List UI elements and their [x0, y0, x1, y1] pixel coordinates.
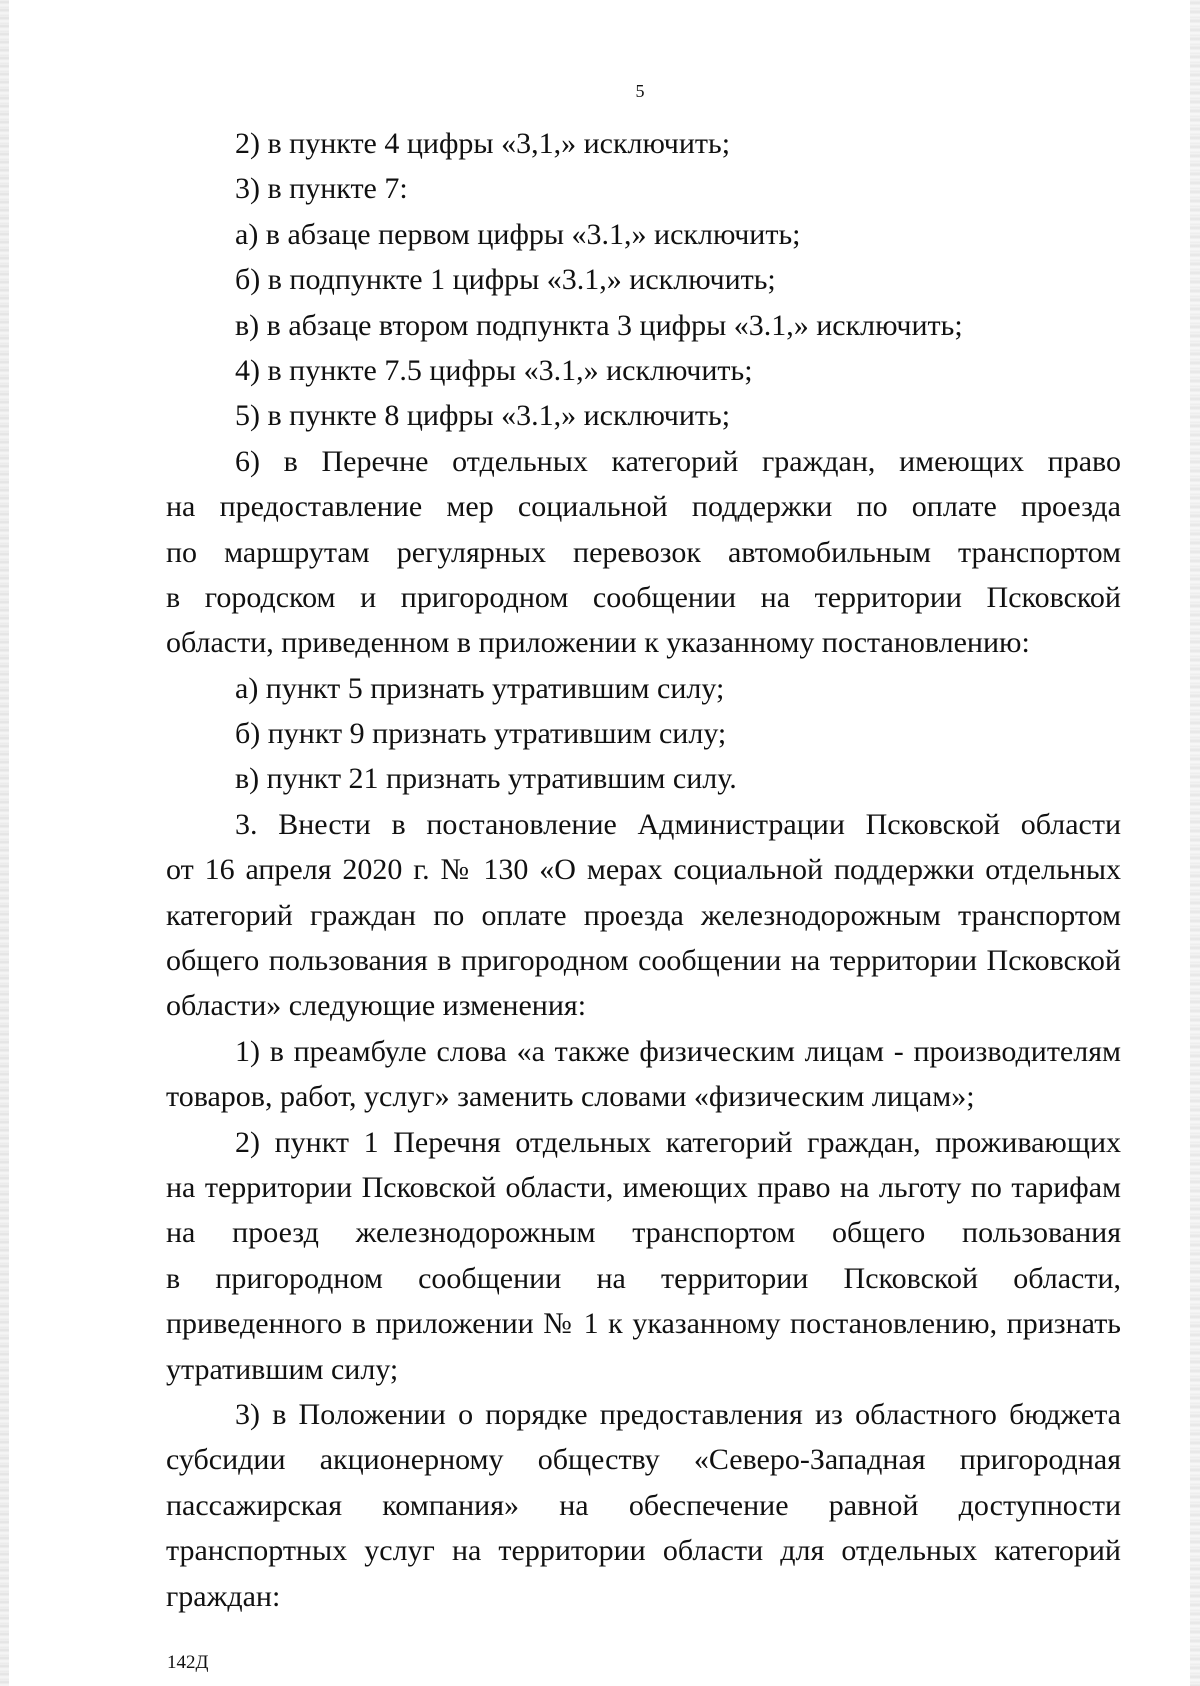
- text-line: товаров, работ, услуг» заменить словами «физическим лицам»;: [166, 1080, 975, 1114]
- text-line: от 16 апреля 2020 г. № 130 «О мерах социальной поддержки отдельных: [166, 853, 1121, 887]
- text-line: а) пункт 5 признать утратившим силу;: [235, 671, 725, 705]
- scan-right-edge: [1190, 0, 1200, 1686]
- text-line: области, приведенном в приложении к указанному постановлению:: [166, 626, 1030, 660]
- text-line: на предоставление мер социальной поддержки по оплате проезда: [166, 490, 1121, 524]
- text-line: граждан:: [166, 1579, 281, 1613]
- text-line: 2) пункт 1 Перечня отдельных категорий граждан, проживающих: [235, 1125, 1121, 1159]
- text-line: б) пункт 9 признать утратившим силу;: [235, 717, 727, 751]
- text-line: по маршрутам регулярных перевозок автомобильным транспортом: [166, 535, 1121, 569]
- page-number: 5: [635, 81, 645, 101]
- scan-left-edge: [0, 0, 9, 1686]
- text-line: в) в абзаце втором подпункта 3 цифры «3.1,» исключить;: [235, 308, 963, 342]
- text-line: 6) в Перечне отдельных категорий граждан, имеющих право: [235, 444, 1121, 478]
- text-line: области» следующие изменения:: [166, 989, 587, 1023]
- text-line: утратившим силу;: [166, 1352, 399, 1386]
- text-line: 3. Внести в постановление Администрации Псковской области: [235, 807, 1121, 841]
- text-line: 4) в пункте 7.5 цифры «3.1,» исключить;: [235, 353, 753, 387]
- text-line: б) в подпункте 1 цифры «3.1,» исключить;: [235, 263, 776, 297]
- text-line: 2) в пункте 4 цифры «3,1,» исключить;: [235, 127, 731, 160]
- text-line: а) в абзаце первом цифры «3.1,» исключить;: [235, 217, 801, 251]
- document-text: [166, 121, 1121, 1619]
- text-line: 3) в пункте 7:: [235, 172, 408, 206]
- text-line: пассажирская компания» на обеспечение равной доступности: [166, 1488, 1121, 1522]
- text-line: в пригородном сообщении на территории Псковской области,: [166, 1261, 1121, 1295]
- text-line: субсидии акционерному обществу «Северо-Западная пригородная: [166, 1443, 1121, 1477]
- text-line: в городском и пригородном сообщении на территории Псковской: [166, 580, 1121, 614]
- text-line: 3) в Положении о порядке предоставления из областного бюджета: [235, 1397, 1121, 1431]
- text-line: на проезд железнодорожным транспортом общего пользования: [166, 1216, 1121, 1250]
- text-line: на территории Псковской области, имеющих право на льготу по тарифам: [166, 1170, 1121, 1204]
- text-line: 5) в пункте 8 цифры «3.1,» исключить;: [235, 399, 731, 433]
- text-line: в) пункт 21 признать утратившим силу.: [235, 762, 737, 796]
- document-code: 142Д: [167, 1652, 209, 1673]
- text-line: общего пользования в пригородном сообщении на территории Псковской: [166, 944, 1121, 978]
- text-line: 1) в преамбуле слова «а также физическим лицам - производителям: [235, 1034, 1121, 1068]
- text-line: приведенного в приложении № 1 к указанному постановлению, признать: [166, 1307, 1121, 1341]
- text-line: транспортных услуг на территории области для отдельных категорий: [166, 1534, 1121, 1568]
- text-line: категорий граждан по оплате проезда железнодорожным транспортом: [166, 898, 1121, 932]
